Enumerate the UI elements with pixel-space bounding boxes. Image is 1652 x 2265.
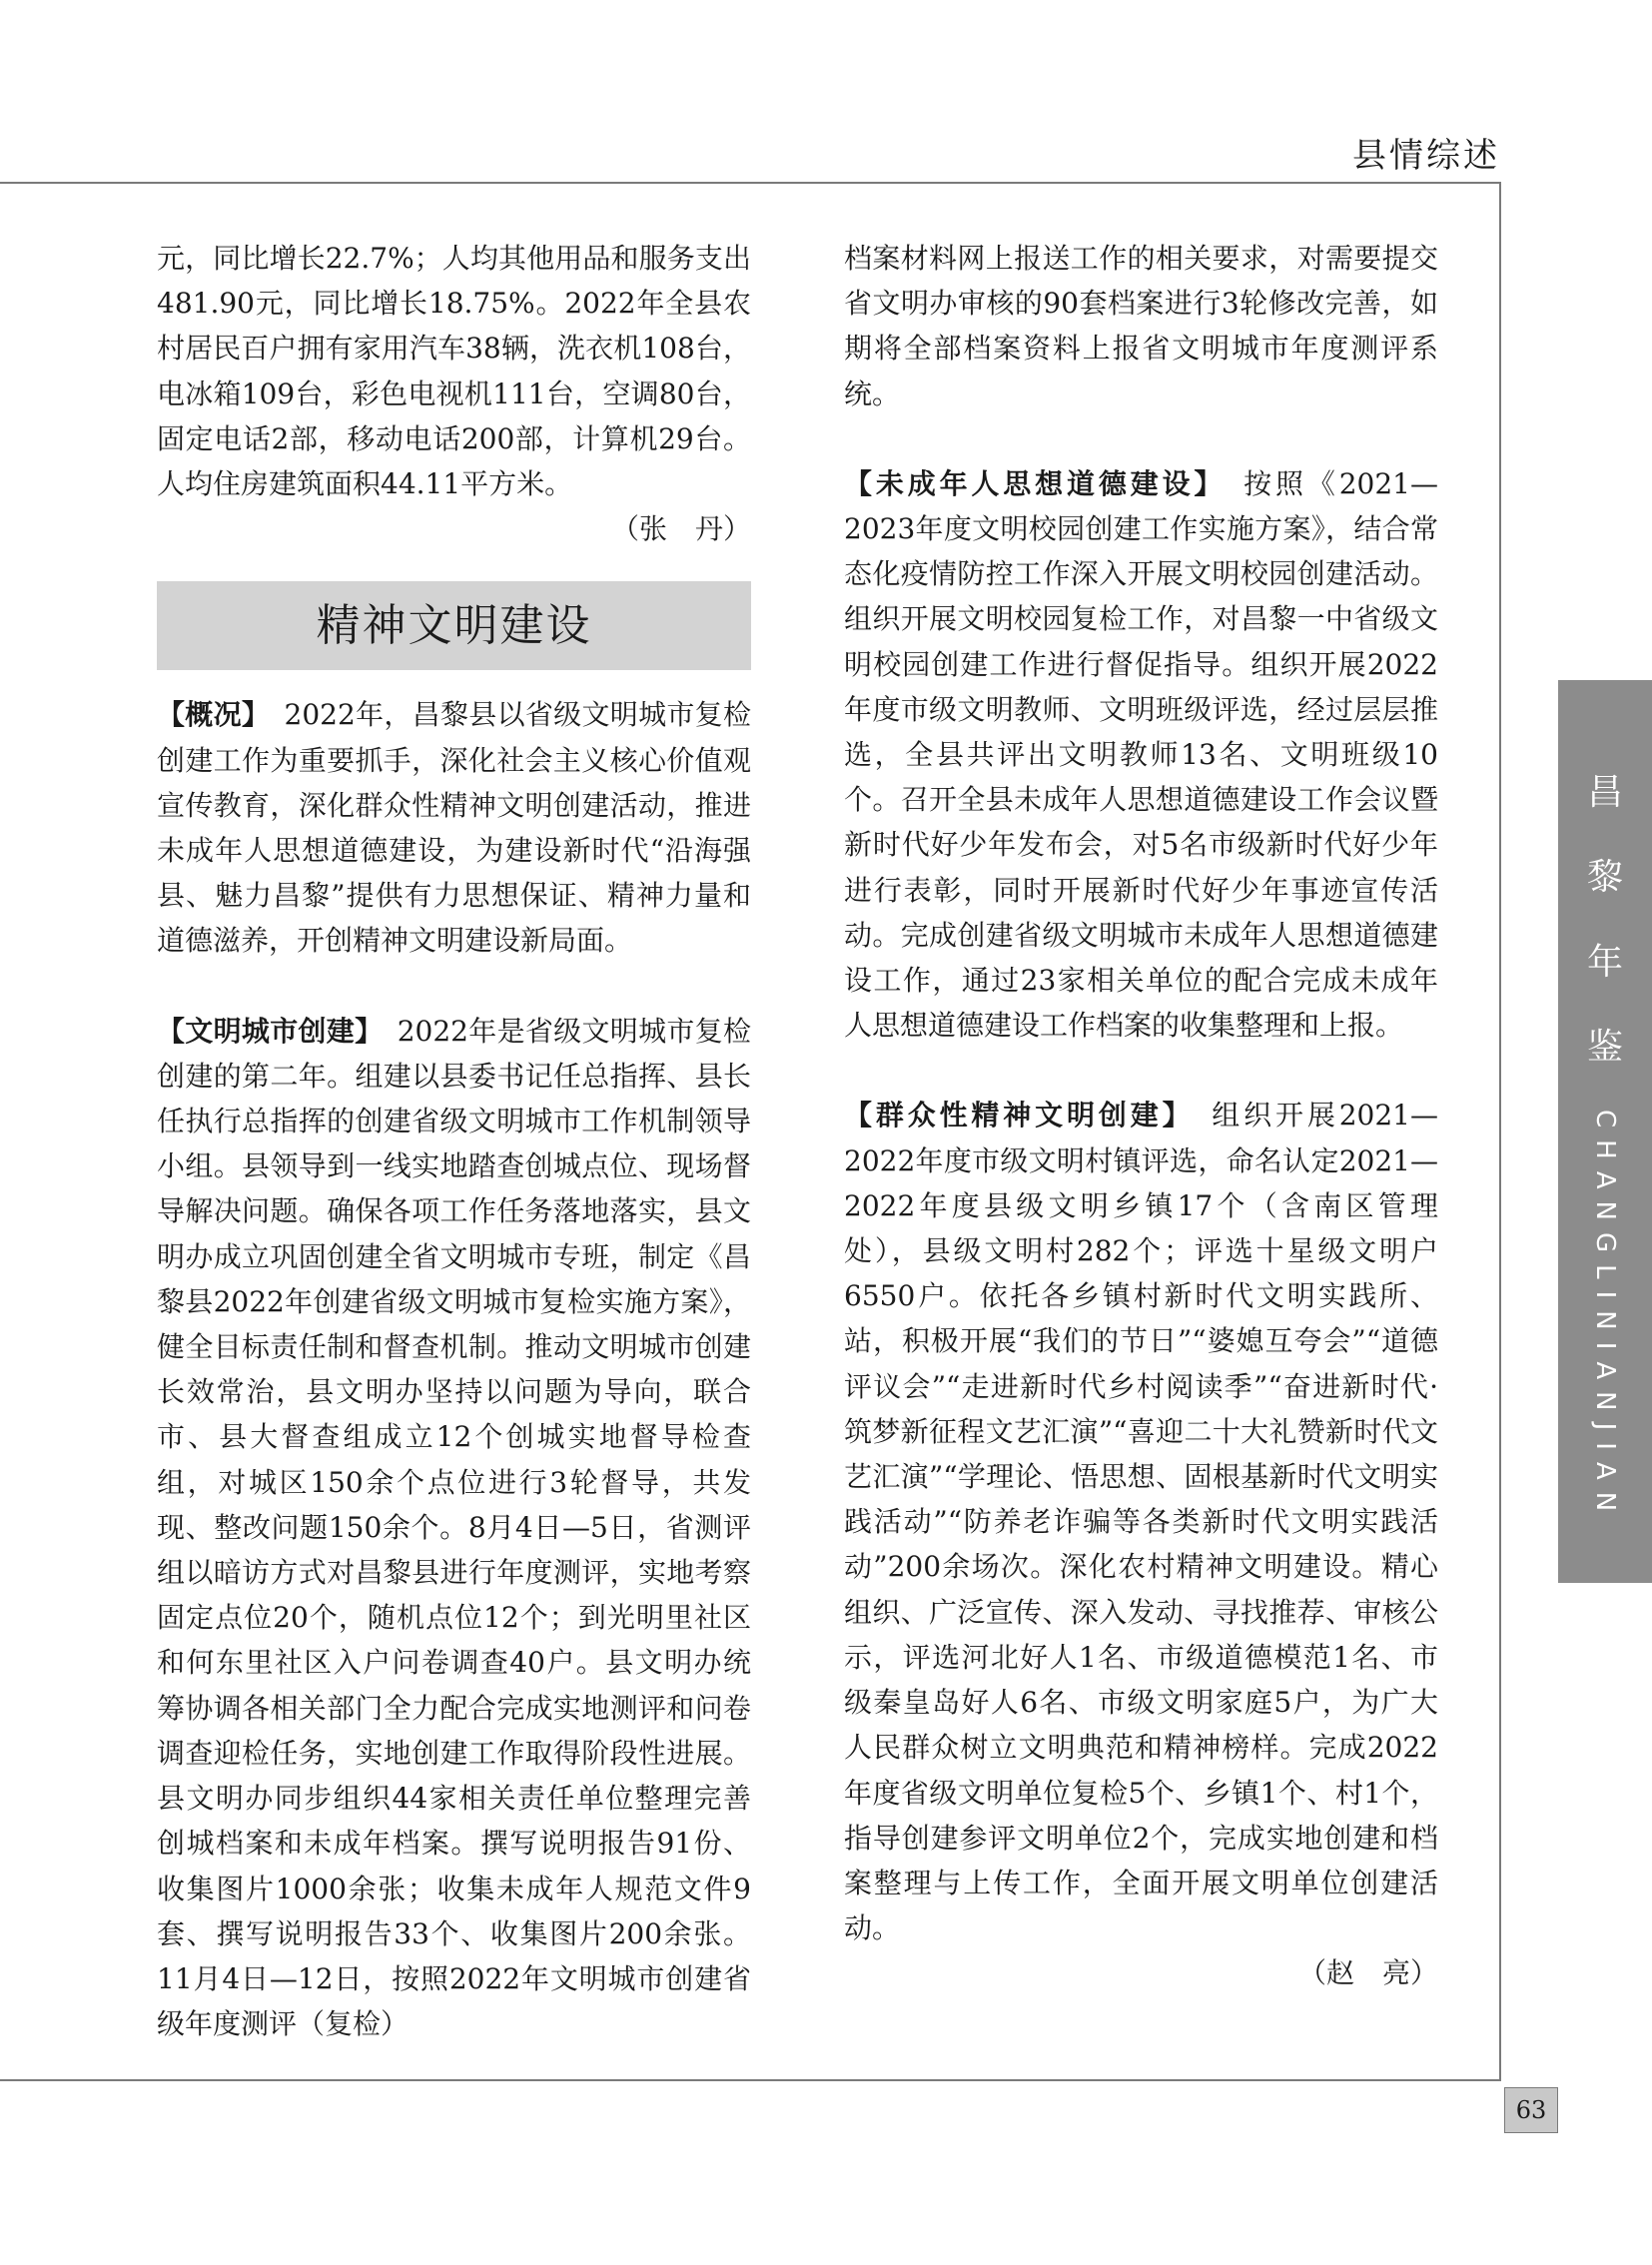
overview-text: 2022年，昌黎县以省级文明城市复检创建工作为重要抓手，深化社会主义核心价值观宣传教育，深化群众性精神文明创建活动，推进未成年人思想道德建设，为建设新时代“沿海强县、魅力昌黎”提供有力思想保证、精神力量和道德滋养，开创精神文明建设新局面。 — [157, 698, 751, 958]
side-tab-char: 鉴 — [1586, 1027, 1623, 1068]
continuation-paragraph: 档案材料网上报送工作的相关要求，对需要提交省文明办审核的90套档案进行3轮修改完善，如期将全部档案资料上报省文明城市年度测评系统。 — [844, 242, 1438, 410]
frame-top-rule — [0, 182, 1501, 184]
overview-label: 【概况】 — [157, 698, 257, 732]
section-heading-text: 精神文明建设 — [316, 600, 592, 652]
minors-label: 【未成年人思想道德建设】 — [844, 466, 1213, 500]
side-tab-char: 昌 — [1586, 772, 1623, 813]
intro-author: （张 丹） — [610, 512, 751, 546]
running-header: 县情综述 — [1352, 136, 1500, 176]
frame-bottom-rule — [0, 2079, 1501, 2081]
side-tab-char: 年 — [1586, 942, 1623, 983]
page-number: 63 — [1504, 2087, 1558, 2133]
civilized-city-label: 【文明城市创建】 — [157, 1014, 370, 1048]
mass-civilization-label: 【群众性精神文明创建】 — [844, 1099, 1181, 1132]
minors-text: 按照《2021—2023年度文明校园创建工作实施方案》，结合常态化疫情防控工作深入开展文明校园创建活动。组织开展文明校园复检工作，对昌黎一中省级文明校园创建工作进行督促指导。组织开展2022年度市级文明教师、文明班级评选，经过层层推选，全县共评出文明教师13名、文明班级10个。召开全县未成年人思想道德建设工作会议暨新时代好少年发布会，对5名市级新时代好少年进行表彰，同时开展新时代好少年事迹宣传活动。完成创建省级文明城市未成年人思想道德建设工作，通过23家相关单位的配合完成未成年人思想道德建设工作档案的收集整理和上报。 — [844, 466, 1438, 1043]
side-tab-chinese — [1587, 764, 1623, 1070]
side-tab-pinyin: CHANGLINIANJIAN — [1590, 1110, 1620, 1524]
side-tab — [1558, 680, 1652, 1583]
minors-paragraph — [844, 461, 1438, 1049]
right-column — [844, 236, 1438, 1996]
section-heading — [157, 581, 751, 670]
mass-civilization-text: 组织开展2021—2022年度市级文明村镇评选，命名认定2021—2022年度县级文明乡镇17个（含南区管理处），县级文明村282个；评选十星级文明户6550户。依托各乡镇村新时代文明实践所、站，积极开展“我们的节日”“婆媳互夸会”“道德评议会”“走进新时代乡村阅读季”“奋进新时代·筑梦新征程文艺汇演”“喜迎二十大礼赞新时代文艺汇演”“学理论、悟思想、固根基新时代文明实践活动”“防养老诈骗等各类新时代文明实践活动”200余场次。深化农村精神文明建设。精心组织、广泛宣传、深入发动、寻找推荐、审核公示，评选河北好人1名、市级道德模范1名、市级秦皇岛好人6名、市级文明家庭5户，为广大人民群众树立文明典范和精神榜样。完成2022年度省级文明单位复检5个、乡镇1个、村1个，指导创建参评文明单位2个，完成实地创建和档案整理与上传工作，全面开展文明单位创建活动。 — [844, 1099, 1438, 1945]
right-author: （赵 亮） — [1297, 1956, 1438, 1990]
frame-right-rule — [1499, 182, 1501, 2079]
overview-paragraph — [157, 692, 751, 963]
side-tab-char: 黎 — [1586, 857, 1623, 898]
intro-paragraph: 元，同比增长22.7%；人均其他用品和服务支出481.90元，同比增长18.75%。2022年全县农村居民百户拥有家用汽车38辆，洗衣机108台，电冰箱109台，彩色电视机111台，空调80台，固定电话2部，移动电话200部，计算机29台。人均住房建筑面积44.11平方米。 — [157, 242, 751, 501]
civilized-city-text: 2022年是省级文明城市复检创建的第二年。组建以县委书记任总指挥、县长任执行总指挥的创建省级文明城市工作机制领导小组。县领导到一线实地踏查创城点位、现场督导解决问题。确保各项工作任务落地落实，县文明办成立巩固创建全省文明城市专班，制定《昌黎县2022年创建省级文明城市复检实施方案》，健全目标责任制和督查机制。推动文明城市创建长效常治，县文明办坚持以问题为导向，联合市、县大督查组成立12个创城实地督导检查组，对城区150余个点位进行3轮督导，共发现、整改问题150余个。8月4日—5日，省测评组以暗访方式对昌黎县进行年度测评，实地考察固定点位20个，随机点位12个；到光明里社区和何东里社区入户问卷调查40户。县文明办统筹协调各相关部门全力配合完成实地测评和问卷调查迎检任务，实地创建工作取得阶段性进展。县文明办同步组织44家相关责任单位整理完善创城档案和未成年档案。撰写说明报告91份、收集图片1000余张；收集未成年人规范文件9套、撰写说明报告33个、收集图片200余张。11月4日—12日，按照2022年文明城市创建省级年度测评（复检） — [157, 1014, 751, 2041]
mass-civilization-paragraph — [844, 1093, 1438, 1950]
left-column — [157, 236, 751, 2046]
civilized-city-paragraph — [157, 1009, 751, 2047]
